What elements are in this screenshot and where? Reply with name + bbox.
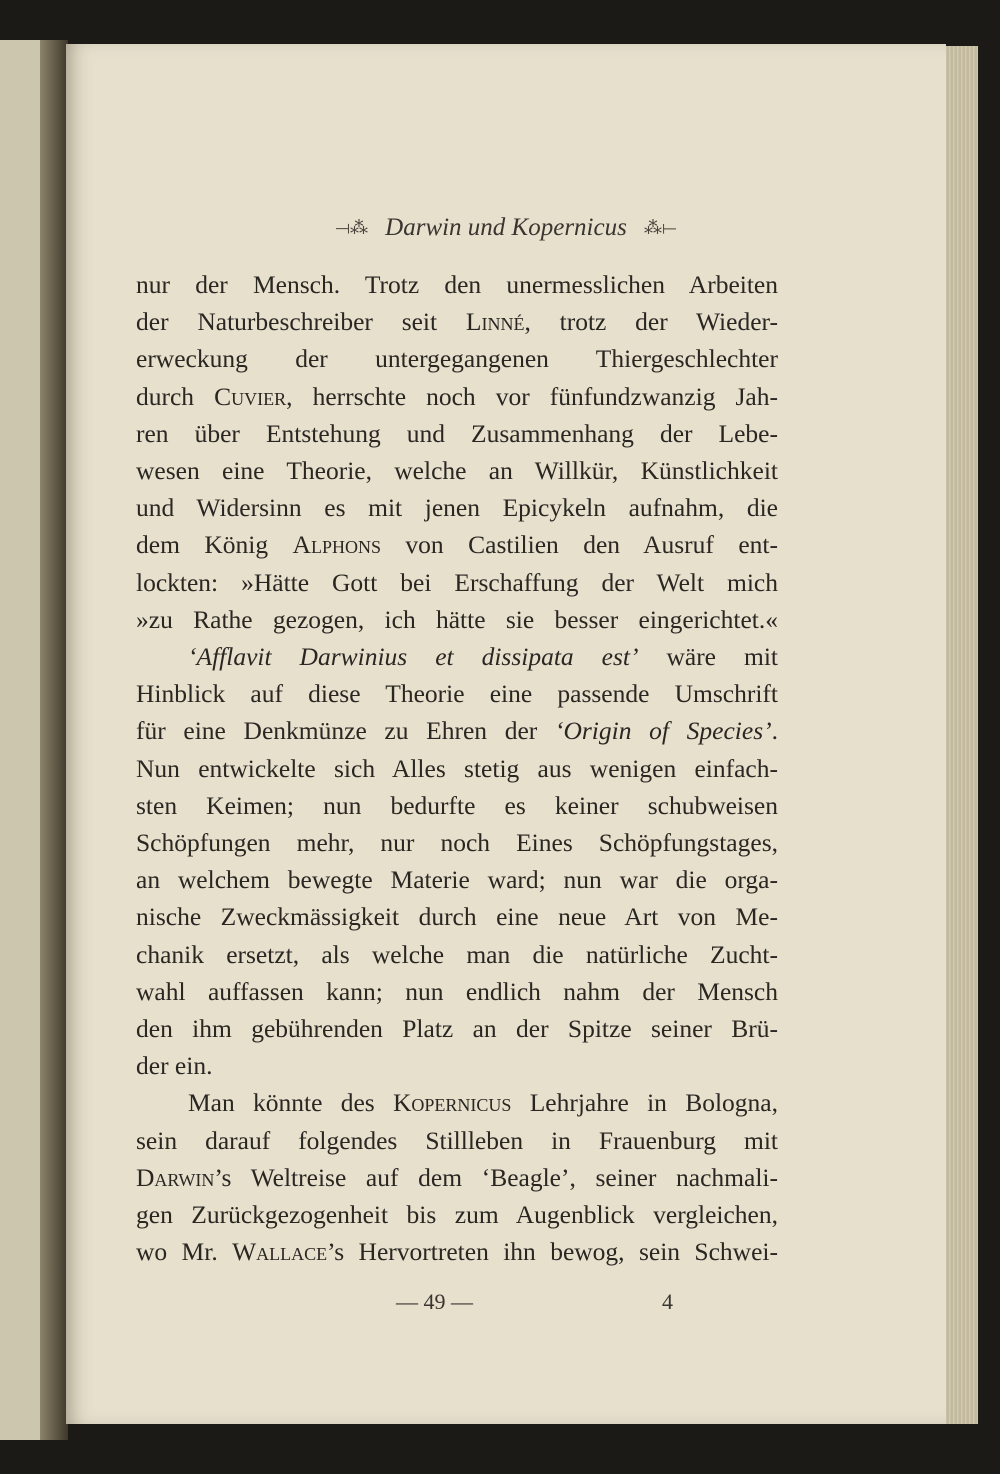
text-line: ren über Entstehung und Zusammenhang der Lebe- [136,418,778,448]
text-line: dem König Alphons von Castilien den Ausruf ent- [136,530,778,560]
book-page [66,44,946,1424]
text-line: durch Cuvier, herrschte noch vor fünfundzwanzig Jah- [136,381,778,411]
name-alphons: Alphons [292,530,381,560]
left-ornament-icon: ⟞⁂ [335,217,369,239]
signature-mark: 4 [662,1289,673,1314]
text-line: Man könnte des Kopernicus Lehrjahre in Bologna, [188,1088,778,1118]
text-line: erweckung der untergegangenen Thiergeschlechter [136,344,778,374]
name-linne: Linné [465,307,525,337]
text-line: Darwin’s Weltreise auf dem ‘Beagle’, seiner nachmali- [136,1162,778,1192]
text-line: nur der Mensch. Trotz den unermesslichen Arbeiten [136,270,778,299]
text-line: wahl auffassen kann; nun endlich nahm der Mensch [136,976,778,1006]
text-line: Hinblick auf diese Theorie eine passende Umschrift [136,679,778,709]
text-line: »zu Rathe gezogen, ich hätte sie besser eingerichtet.« [136,604,778,634]
text-line: der ein. [136,1051,213,1081]
text-line: nische Zweckmässigkeit durch eine neue Art von Me- [136,902,778,932]
page-stack-edge [946,46,978,1424]
right-ornament-icon: ⁂⟝ [643,217,677,239]
text-line: den ihm gebührenden Platz an der Spitze seiner Brü- [136,1014,778,1044]
name-cuvier: Cuvier [214,381,287,411]
body-text [136,266,778,1270]
text-line: für eine Denkmünze zu Ehren der ‘Origin of Species’. [136,716,778,746]
book-title-origin: ‘Origin of Species’ [554,716,772,746]
text-line: an welchem bewegte Materie ward; nun war die orga- [136,865,778,895]
text-line: Nun entwickelte sich Alles stetig aus wenigen einfach- [136,753,778,783]
text-line: sten Keimen; nun bedurfte es keiner schubweisen [136,790,778,820]
name-darwin: Darwin [136,1162,215,1192]
latin-quote: ‘Afflavit Darwinius et dissipata est’ [188,642,639,672]
text-line: ‘Afflavit Darwinius et dissipata est’ wäre mit [188,642,778,672]
text-line: lockten: »Hätte Gott bei Erschaffung der Welt mich [136,567,778,597]
text-line: chanik ersetzt, als welche man die natürliche Zucht- [136,939,778,969]
name-kopernicus: Kopernicus [392,1088,512,1118]
book-gutter [40,40,68,1440]
text-line: der Naturbeschreiber seit Linné, trotz der Wieder- [136,307,778,337]
text-line: wesen eine Theorie, welche an Willkür, Künstlichkeit [136,456,778,486]
text-line: und Widersinn es mit jenen Epicykeln aufnahm, die [136,493,778,523]
page-number: — 49 — [396,1289,473,1314]
running-header [66,214,946,242]
name-wallace: Wallace [232,1237,328,1267]
text-line: sein darauf folgendes Stillleben in Frauenburg mit [136,1125,778,1155]
text-line: wo Mr. Wallace’s Hervortreten ihn bewog, sein Schwei- [136,1237,778,1267]
text-line: Schöpfungen mehr, nur noch Eines Schöpfungstages, [136,828,778,858]
text-line: gen Zurückgezogenheit bis zum Augenblick vergleichen, [136,1200,778,1230]
running-title: Darwin und Kopernicus [385,214,627,241]
